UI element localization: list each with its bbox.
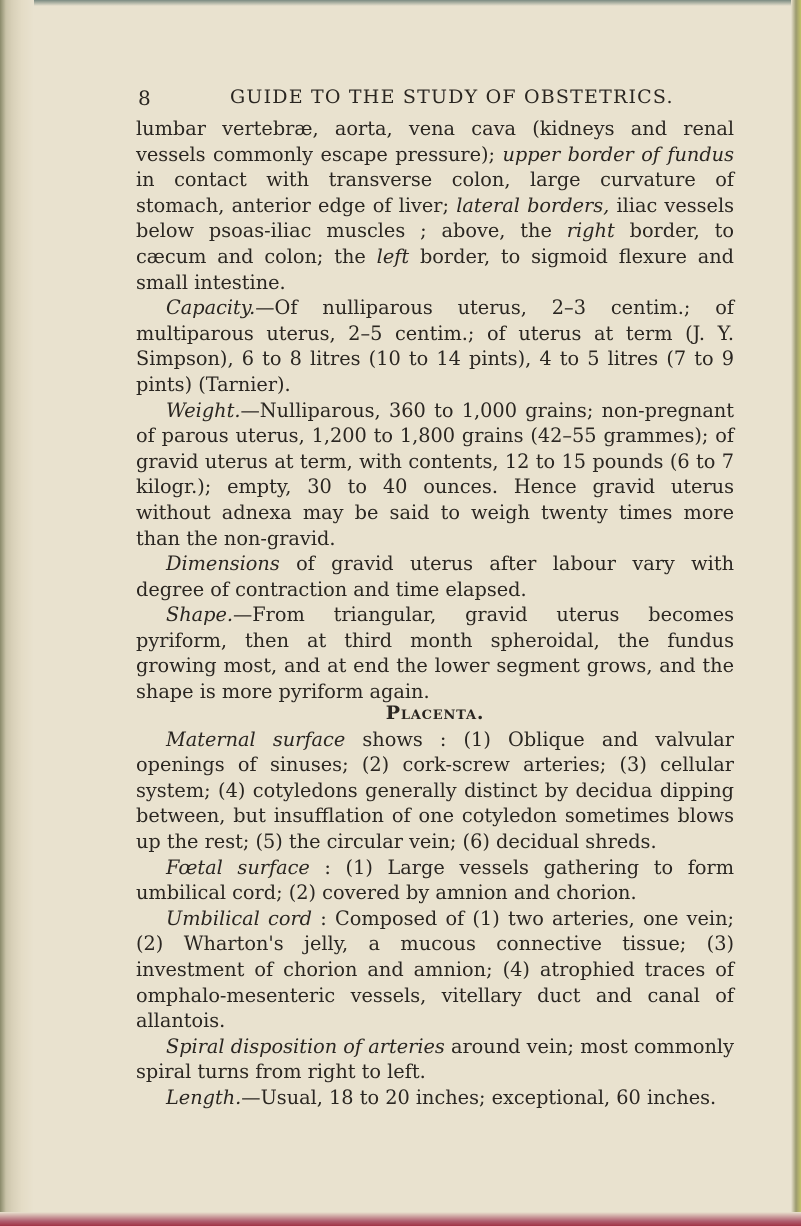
- paragraph-text: —Nulliparous, 360 to 1,000 grains; non-pregnant of parous uterus, 1,200 to 1,800 grains (42–55 grammes); of gravid uterus at term, with contents, 12 to 15 pounds (6 to 7 kilogr.); empty, 30 to 40 ounces. Hence gravid uterus without adnexa may be said to weigh twenty times more than the non-gravid.: [136, 398, 734, 550]
- text-run: lumbar vertebræ, aorta, vena cava (kidneys and renal vessels commonly escape pressure);: [136, 117, 734, 166]
- italic-term: lateral borders,: [456, 193, 610, 217]
- italic-term: upper border of fundus: [502, 142, 734, 166]
- paragraph-umbilical-cord: [136, 906, 734, 1034]
- paragraph-text: shows : (1) Oblique and valvular openings of sinuses; (2) cork-screw arteries; (3) cellular system; (4) cotyledons generally distinct by decidua dipping between, but insufflation of one cotyledon sometimes blows up the rest; (5) the circular vein; (6) decidual shreds.: [136, 727, 734, 854]
- section-heading-placenta: Placenta.: [385, 701, 485, 724]
- paragraph-spiral-disposition: [136, 1034, 734, 1085]
- page-edge-bottom: [0, 1212, 801, 1226]
- paragraph-text: —Usual, 18 to 20 inches; exceptional, 60 inches.: [241, 1085, 717, 1109]
- paragraph-text: around vein; most commonly spiral turns from right to left.: [136, 1034, 734, 1084]
- paragraph-label: Length.: [166, 1085, 242, 1109]
- text-run: in contact with transverse colon, large curvature of stomach, anterior edge of liver;: [136, 168, 734, 217]
- italic-term: left: [376, 244, 410, 268]
- paragraph-text: of gravid uterus after labour vary with degree of contraction and time elapsed.: [136, 552, 734, 601]
- paragraph-label: Umbilical cord: [166, 906, 313, 930]
- paragraph-label: Weight.: [166, 398, 241, 422]
- paragraph-length: [136, 1085, 734, 1111]
- paragraph-foetal-surface: [136, 855, 734, 906]
- paragraph-capacity: [136, 295, 734, 397]
- paragraph-text: : Composed of (1) two arteries, one vein; (2) Wharton's jelly, a mucous connective tissue; (3) investment of chorion and amnion; (4) atrophied traces of omphalo-mesenteric vessels, vitellary duct and canal of allantois.: [136, 906, 734, 1033]
- page-edge-top: [0, 0, 801, 6]
- body-text: [136, 116, 734, 1111]
- text-run: border, to sigmoid flexure and small intestine.: [136, 244, 734, 294]
- paragraph-label: Dimensions: [166, 552, 280, 576]
- page-number: 8: [138, 86, 151, 110]
- running-head: GUIDE TO THE STUDY OF OBSTETRICS.: [230, 86, 674, 108]
- paragraph-shape: [136, 602, 734, 704]
- page-edge-left: [0, 0, 34, 1226]
- paragraph-label: Spiral disposition of arteries: [166, 1034, 445, 1058]
- page-edge-right: [791, 0, 801, 1226]
- paragraph-label: Shape.: [166, 603, 234, 627]
- paragraph-text: —From triangular, gravid uterus becomes pyriform, then at third month spheroidal, the fundus growing most, and at end the lower segment grows, and the shape is more pyriform again.: [136, 603, 734, 704]
- page-header: [110, 86, 730, 112]
- paragraph-label: Fœtal surface: [166, 855, 310, 879]
- text-run: border, to cæcum and colon; the: [136, 219, 735, 268]
- text-run: iliac vessels below psoas-iliac muscles ; above, the: [136, 193, 734, 243]
- paragraph-text: : (1) Large vessels gathering to form umbilical cord; (2) covered by amnion and chorion.: [136, 855, 734, 905]
- paragraph-maternal-surface: [136, 727, 734, 855]
- paragraph-weight: [136, 398, 734, 552]
- paragraph-dimensions: [136, 551, 734, 602]
- italic-term: right: [566, 219, 615, 243]
- paragraph-label: Maternal surface: [166, 727, 346, 751]
- paragraph-label: Capacity.: [166, 296, 256, 320]
- paragraph-continued: [136, 116, 734, 295]
- paragraph-text: —Of nulliparous uterus, 2–3 centim.; of multiparous uterus, 2–5 centim.; of uterus at term (J. Y. Simpson), 6 to 8 litres (10 to 14 pints), 4 to 5 litres (7 to 9 pints) (Tarnier).: [136, 296, 734, 396]
